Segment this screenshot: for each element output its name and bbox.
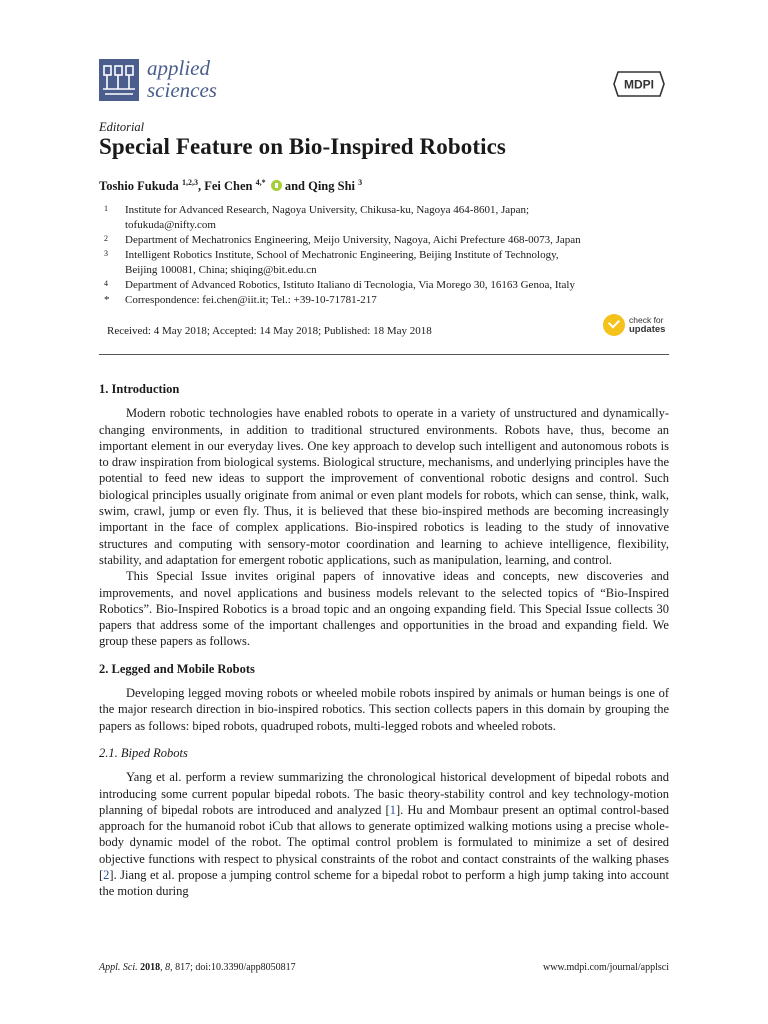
citation-info: Appl. Sci. 2018, 8, 817; doi:10.3390/app8050817 [99, 962, 296, 973]
header-divider [99, 354, 669, 355]
affiliation-text: Department of Advanced Robotics, Istituto Italiano di Tecnologia, Via Morego 30, 16163 Genoa, Italy [125, 279, 575, 291]
author-separator: , [197, 179, 205, 194]
author-list [99, 178, 362, 194]
affiliation-text: Department of Mechatronics Engineering, Meijo University, Nagoya, Aichi Prefecture 468-0073, Japan [125, 234, 581, 246]
journal-year: 2018 [140, 962, 161, 973]
journal-name-line2: sciences [147, 78, 217, 102]
correspondence-item [99, 293, 659, 308]
check-updates-line2: updates [629, 324, 666, 335]
journal-volume: 8 [165, 962, 171, 973]
author-name: Qing Shi [308, 179, 356, 194]
check-updates-icon [603, 314, 625, 336]
body-paragraph: Modern robotic technologies have enabled robots to operate in a variety of unstructured and dynamically-changing environments, in addition to traditional structured environments. Robots have, thus, become an important element in our everyday lives. One key approach to develop such intelligent and autonomous robots is to draw inspiration from biological systems. Biological structure, mechanisms, and underlying principles have the potential to feed new ideas to support the improvement of conventional robotic designs and control. Such biological principles usually originate from animal or even plant models for robots, which can sense, think, walk, swim, crawl, jump or even fly. Thus, it is believed that these bio-inspired methods are becoming increasingly important in the face of complex applications. Bio-inspired robotics is leading to the study of innovative structures and computing with sensory-motor coordination and learning to achieve intelligence, flexibility, stability, and adaptation for emergent robotic applications, such as manipulation, learning, and control. [99, 406, 670, 567]
affiliation-text: Institute for Advanced Research, Nagoya University, Chikusa-ku, Nagoya 464-8601, Japan; [125, 204, 530, 216]
correspondence-text: Correspondence: fei.chen@iit.it; Tel.: +39-10-71781-217 [125, 294, 377, 306]
citation-rest: , 817; doi:10.3390/app8050817 [170, 962, 296, 973]
mdpi-logo [612, 70, 666, 98]
check-updates-line1: check for [629, 315, 664, 325]
affiliation-number: 3 [104, 249, 108, 258]
author-conjunction: and [284, 179, 305, 194]
affiliation-item [99, 233, 659, 248]
affiliation-item [99, 203, 659, 233]
author-affiliation-marks: 1,2,3 [181, 178, 198, 187]
citation-link[interactable]: 2 [103, 868, 110, 883]
page-footer [99, 962, 669, 973]
author-name: Fei Chen [204, 179, 253, 194]
affiliation-item [99, 278, 659, 293]
check-for-updates-button[interactable] [603, 314, 665, 336]
affiliation-number: 2 [104, 234, 108, 243]
correspondence-mark: * [104, 294, 110, 306]
journal-logo [99, 56, 217, 102]
affiliation-list [99, 203, 659, 308]
author-affiliation-marks: 3 [358, 178, 363, 187]
publisher-name: MDPI [624, 77, 654, 92]
affiliation-text: tofukuda@nifty.com [125, 219, 216, 231]
section-heading: 1. Introduction [99, 382, 180, 396]
body-paragraph: Developing legged moving robots or wheeled mobile robots inspired by animals or human beings is one of the major research direction in bio-inspired robotics. This section collects papers in this domain by grouping the papers as follows: biped robots, quadruped robots, multi-legged robots and wheeled robots. [99, 686, 669, 733]
affiliation-text: Intelligent Robotics Institute, School of Mechatronic Engineering, Beijing Institute of Technology, [125, 249, 559, 261]
article-body [99, 381, 669, 900]
journal-logo-icon [99, 59, 139, 101]
affiliation-item [99, 248, 659, 278]
paragraph-text: ]. Hu and Mombaur present an optimal control-based approach for the humanoid robot iCub that allows to generate optimized walking motions using a precise whole-body dynamic model of the robot. The optimal control problem is formulated to minimize a set of desired objective functions with respect to physical constraints of the robot and contact constraints of the walking phases [ [99, 802, 669, 883]
orcid-icon[interactable] [271, 180, 282, 191]
article-title: Special Feature on Bio-Inspired Robotics [99, 134, 506, 159]
journal-name-line1: applied [147, 56, 210, 80]
journal-url[interactable]: www.mdpi.com/journal/applsci [543, 962, 669, 973]
affiliation-text: Beijing 100081, China; shiqing@bit.edu.cn [125, 264, 317, 276]
publication-dates: Received: 4 May 2018; Accepted: 14 May 2018; Published: 18 May 2018 [107, 325, 432, 337]
subsection-heading: 2.1. Biped Robots [99, 745, 188, 760]
paragraph-text: ]. Jiang et al. propose a jumping control scheme for a bipedal robot to perform a high jump taking into account the motion during [99, 868, 669, 899]
article-type: Editorial [99, 120, 145, 134]
affiliation-number: 1 [104, 204, 108, 213]
author-affiliation-marks: 4,* [255, 178, 266, 187]
affiliation-number: 4 [104, 279, 108, 288]
body-paragraph: This Special Issue invites original papers of innovative ideas and concepts, new discoveries and improvements, and novel applications and business models relevant to the selected topics of “Bio-Inspired Robotics”. Bio-Inspired Robotics is a broad topic and an ongoing expanding field. This Special Issue collects 30 papers that address some of the important challenges and opportunities in the broad and expanding field. We group these papers as follows. [99, 569, 669, 649]
journal-name [147, 57, 217, 101]
author-name: Toshio Fukuda [99, 179, 179, 194]
paragraph-text: Yang et al. perform a review summarizing the chronological historical development of bipedal robots and introducing some current popular bipedal robots. The basic theory-stability control and key technology-motion planning of bipedal robots are introduced and analyzed [ [99, 770, 669, 817]
section-heading: 2. Legged and Mobile Robots [99, 661, 255, 676]
journal-abbrev: Appl. Sci. [99, 962, 138, 973]
body-paragraph [99, 769, 669, 899]
citation-link[interactable]: 1 [389, 802, 396, 817]
